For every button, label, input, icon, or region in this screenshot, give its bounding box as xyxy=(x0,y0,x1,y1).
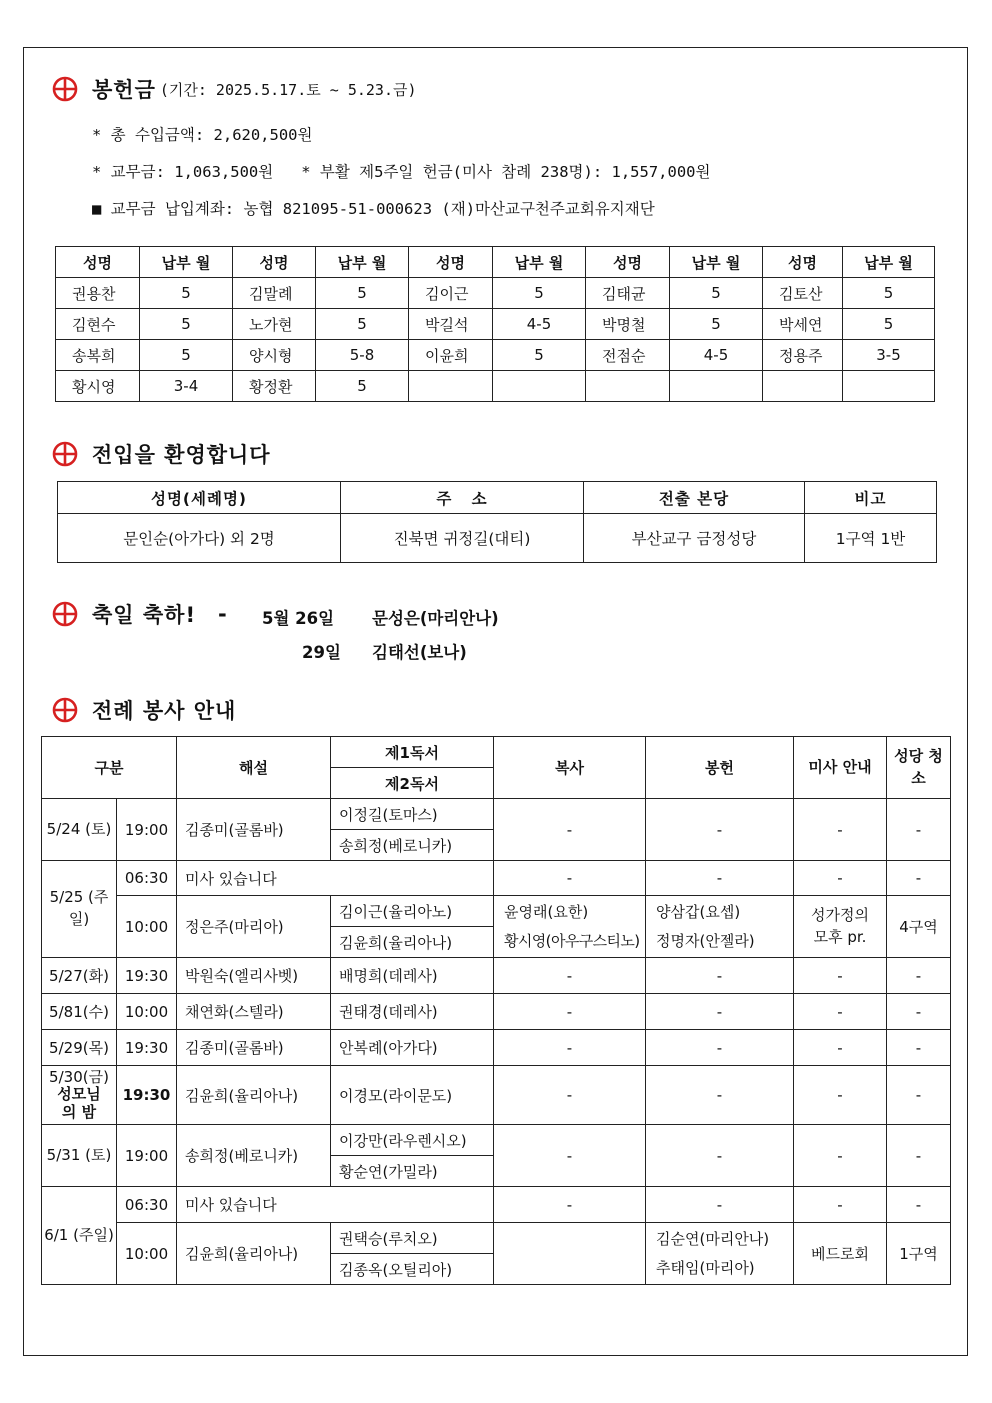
payer-name: 박명철 xyxy=(586,309,670,340)
offering-name: 양삼갑(요셉) xyxy=(656,903,741,921)
date-cell: 5/24 (토) xyxy=(42,799,117,861)
paid-month xyxy=(843,371,935,402)
reader1-cell: 안복례(아가다) xyxy=(331,1030,494,1066)
server-cell xyxy=(494,1223,646,1285)
guide-cell: - xyxy=(794,861,887,896)
narrator-cell: 정은주(마리아) xyxy=(177,896,331,958)
paid-month: 4-5 xyxy=(493,309,586,340)
reader2-cell: 김종옥(오틸리아) xyxy=(331,1254,494,1285)
offering-name: 정명자(안젤라) xyxy=(656,931,755,950)
paid-month: 5 xyxy=(140,278,233,309)
paid-month: 5 xyxy=(843,309,935,340)
paid-month: 5 xyxy=(493,340,586,371)
offering-cell: - xyxy=(646,861,794,896)
time-cell: 19:00 xyxy=(117,799,177,861)
server-cell: - xyxy=(494,1030,646,1066)
header-name: 성명 xyxy=(233,247,316,278)
paid-month xyxy=(493,371,586,402)
guide-cell: - xyxy=(794,799,887,861)
reader2-cell: 송희정(베로니카) xyxy=(331,830,494,861)
offering-account: ■ 교무금 납입계좌: 농협 821095-51-000623 (재)마산교구천주교회유지재단 xyxy=(92,200,655,218)
offering-cell: - xyxy=(646,958,794,994)
payer-name: 권용찬 xyxy=(56,278,140,309)
welcome-note: 1구역 1반 xyxy=(805,514,937,563)
narrator-cell: 김윤희(율리아나) xyxy=(177,1223,331,1285)
welcome-name: 문인순(아가다) 외 2명 xyxy=(58,514,341,563)
guide-cell: - xyxy=(794,1066,887,1125)
header-name: 성명 xyxy=(409,247,493,278)
table-row xyxy=(42,958,951,994)
welcome-header-name: 성명(세례명) xyxy=(58,482,341,514)
welcome-title: 전입을 환영합니다 xyxy=(92,443,271,467)
payer-name: 이윤희 xyxy=(409,340,493,371)
note-cell: 미사 있습니다 xyxy=(177,1187,494,1223)
header-mass-guide: 미사 안내 xyxy=(794,737,887,799)
offering-total: * 총 수입금액: 2,620,500원 xyxy=(92,126,313,144)
server-cell: - xyxy=(494,1187,646,1223)
payer-name: 송복희 xyxy=(56,340,140,371)
cleaning-cell: 4구역 xyxy=(887,896,951,958)
narrator-cell: 송희정(베로니카) xyxy=(177,1125,331,1187)
time-cell: 10:00 xyxy=(117,896,177,958)
server-cell: - xyxy=(494,994,646,1030)
header-cleaning: 성당 청소 xyxy=(887,737,951,799)
header-month: 납부 월 xyxy=(843,247,935,278)
table-row xyxy=(42,1187,951,1223)
reader1-cell: 김이근(율리아노) xyxy=(331,896,494,927)
server-cell: - xyxy=(494,799,646,861)
server-name: 윤영래(요한) xyxy=(504,903,589,921)
header-month: 납부 월 xyxy=(670,247,763,278)
section-welcome-heading xyxy=(52,439,271,469)
cleaning-cell: - xyxy=(887,1125,951,1187)
welcome-header-address: 주 소 xyxy=(341,482,584,514)
offering-period: (기간: 2025.5.17.토 ~ 5.23.금) xyxy=(159,80,417,99)
date-cell: 5/29(목) xyxy=(42,1030,117,1066)
offering-cell xyxy=(646,896,794,958)
table-row xyxy=(42,861,951,896)
paid-month: 5 xyxy=(316,309,409,340)
narrator-cell: 채연화(스텔라) xyxy=(177,994,331,1030)
date-cell: 5/81(수) xyxy=(42,994,117,1030)
reader1-cell: 이경모(라이문도) xyxy=(331,1066,494,1125)
date-cell: 5/31 (토) xyxy=(42,1125,117,1187)
payer-name: 황정환 xyxy=(233,371,316,402)
payer-name: 김토산 xyxy=(763,278,843,309)
offering-name: 추태임(마리아) xyxy=(656,1258,755,1277)
welcome-header-note: 비고 xyxy=(805,482,937,514)
table-row xyxy=(42,994,951,1030)
table-row xyxy=(42,799,951,830)
cross-circle-icon xyxy=(52,441,78,467)
table-row xyxy=(42,1030,951,1066)
table-row xyxy=(42,1125,951,1156)
time-cell: 19:30 xyxy=(117,1066,177,1125)
payment-table xyxy=(55,246,935,402)
cleaning-cell: - xyxy=(887,861,951,896)
time-cell: 19:30 xyxy=(117,1030,177,1066)
table-row xyxy=(56,278,935,309)
note-cell: 미사 있습니다 xyxy=(177,861,494,896)
welcome-header-parish: 전출 본당 xyxy=(584,482,805,514)
offering-title: 봉헌금 xyxy=(92,78,156,102)
reader2-cell: 김윤희(율리아나) xyxy=(331,927,494,958)
time-cell: 06:30 xyxy=(117,861,177,896)
date-text: 5/30(금) xyxy=(49,1068,109,1087)
time-cell: 19:30 xyxy=(117,958,177,994)
paid-month: 5-8 xyxy=(316,340,409,371)
feast-dash: - xyxy=(218,602,228,626)
reader1-cell: 이강만(라우렌시오) xyxy=(331,1125,494,1156)
payer-name: 전점순 xyxy=(586,340,670,371)
guide-cell: 베드로회 xyxy=(794,1223,887,1285)
reader1-cell: 이정길(토마스) xyxy=(331,799,494,830)
header-name: 성명 xyxy=(586,247,670,278)
service-title: 전례 봉사 안내 xyxy=(92,699,237,723)
date-cell xyxy=(42,1066,117,1125)
feast-name-2: 김태선(보나) xyxy=(372,643,467,662)
header-name: 성명 xyxy=(56,247,140,278)
payer-name: 노가현 xyxy=(233,309,316,340)
date-cell: 5/25 (주일) xyxy=(42,861,117,958)
payer-name: 박길석 xyxy=(409,309,493,340)
server-cell xyxy=(494,896,646,958)
feast-title: 축일 축하! xyxy=(92,603,197,627)
narrator-cell: 박원숙(엘리사벳) xyxy=(177,958,331,994)
reader1-cell: 배명희(데레사) xyxy=(331,958,494,994)
offering-name: 김순연(마리안나) xyxy=(656,1230,770,1248)
table-row xyxy=(56,309,935,340)
guide-cell: - xyxy=(794,994,887,1030)
table-row xyxy=(56,371,935,402)
payer-name: 양시형 xyxy=(233,340,316,371)
guide-cell: - xyxy=(794,958,887,994)
offering-cell: - xyxy=(646,1030,794,1066)
cross-circle-icon xyxy=(52,697,78,723)
offering-cell: - xyxy=(646,1125,794,1187)
welcome-address: 진북면 귀정길(대티) xyxy=(341,514,584,563)
cleaning-cell: - xyxy=(887,1066,951,1125)
paid-month: 5 xyxy=(843,278,935,309)
payer-name: 정용주 xyxy=(763,340,843,371)
paid-month: 5 xyxy=(670,278,763,309)
service-table xyxy=(41,736,951,1285)
table-row xyxy=(42,896,951,927)
payer-name: 김현수 xyxy=(56,309,140,340)
event-label: 성모님 의 밤 xyxy=(57,1085,101,1121)
offering-cell: - xyxy=(646,994,794,1030)
paid-month: 5 xyxy=(670,309,763,340)
cleaning-cell: - xyxy=(887,958,951,994)
offering-cell xyxy=(646,1223,794,1285)
payer-name: 박세연 xyxy=(763,309,843,340)
payer-name xyxy=(763,371,843,402)
paid-month: 3-4 xyxy=(140,371,233,402)
paid-month: 5 xyxy=(140,309,233,340)
reader1-cell: 권택승(루치오) xyxy=(331,1223,494,1254)
reader2-cell: 황순연(가밀라) xyxy=(331,1156,494,1187)
server-cell: - xyxy=(494,1066,646,1125)
date-cell: 5/27(화) xyxy=(42,958,117,994)
guide-cell: - xyxy=(794,1187,887,1223)
payer-name xyxy=(409,371,493,402)
payer-name xyxy=(586,371,670,402)
section-offering-heading xyxy=(52,74,417,104)
table-row xyxy=(56,340,935,371)
cleaning-cell: 1구역 xyxy=(887,1223,951,1285)
section-feast-heading xyxy=(52,599,228,629)
header-server: 복사 xyxy=(494,737,646,799)
server-cell: - xyxy=(494,1125,646,1187)
cleaning-cell: - xyxy=(887,1187,951,1223)
time-cell: 10:00 xyxy=(117,1223,177,1285)
cleaning-cell: - xyxy=(887,799,951,861)
paid-month: 3-5 xyxy=(843,340,935,371)
header-name: 성명 xyxy=(763,247,843,278)
offering-cell: - xyxy=(646,799,794,861)
header-reader2: 제2독서 xyxy=(331,768,494,799)
offering-cell: - xyxy=(646,1187,794,1223)
payment-header-row xyxy=(56,247,935,278)
paid-month: 5 xyxy=(140,340,233,371)
reader1-cell: 권태경(데레사) xyxy=(331,994,494,1030)
offering-detail: * 교무금: 1,063,500원 * 부활 제5주일 헌금(미사 참례 238명): 1,557,000원 xyxy=(92,163,711,181)
feast-date-1: 5월 26일 xyxy=(262,609,335,628)
payer-name: 황시영 xyxy=(56,371,140,402)
header-gubun: 구분 xyxy=(42,737,177,799)
header-reader1: 제1독서 xyxy=(331,737,494,768)
payer-name: 김태균 xyxy=(586,278,670,309)
offering-cell: - xyxy=(646,1066,794,1125)
header-offering: 봉헌 xyxy=(646,737,794,799)
paid-month: 5 xyxy=(493,278,586,309)
server-cell: - xyxy=(494,861,646,896)
table-row xyxy=(42,1223,951,1254)
guide-cell: 성가정의 모후 pr. xyxy=(794,896,887,958)
narrator-cell: 김종미(골롬바) xyxy=(177,799,331,861)
table-row xyxy=(42,1066,951,1125)
time-cell: 06:30 xyxy=(117,1187,177,1223)
header-month: 납부 월 xyxy=(493,247,586,278)
server-cell: - xyxy=(494,958,646,994)
narrator-cell: 김윤희(율리아나) xyxy=(177,1066,331,1125)
header-month: 납부 월 xyxy=(316,247,409,278)
time-cell: 10:00 xyxy=(117,994,177,1030)
feast-name-1: 문성은(마리안나) xyxy=(372,609,499,628)
header-narration: 해설 xyxy=(177,737,331,799)
header-month: 납부 월 xyxy=(140,247,233,278)
paid-month: 4-5 xyxy=(670,340,763,371)
cross-circle-icon xyxy=(52,76,78,102)
paid-month: 5 xyxy=(316,371,409,402)
guide-cell: - xyxy=(794,1125,887,1187)
guide-cell: - xyxy=(794,1030,887,1066)
paid-month xyxy=(670,371,763,402)
payer-name: 김이근 xyxy=(409,278,493,309)
cleaning-cell: - xyxy=(887,1030,951,1066)
cleaning-cell: - xyxy=(887,994,951,1030)
welcome-table xyxy=(57,481,937,563)
section-service-heading xyxy=(52,695,236,725)
paid-month: 5 xyxy=(316,278,409,309)
payer-name: 김말례 xyxy=(233,278,316,309)
cross-circle-icon xyxy=(52,601,78,627)
feast-date-2: 29일 xyxy=(302,643,341,662)
narrator-cell: 김종미(골롬바) xyxy=(177,1030,331,1066)
time-cell: 19:00 xyxy=(117,1125,177,1187)
welcome-parish: 부산교구 금정성당 xyxy=(584,514,805,563)
date-cell: 6/1 (주일) xyxy=(42,1187,117,1285)
server-name: 황시영(아우구스티노) xyxy=(504,931,640,950)
